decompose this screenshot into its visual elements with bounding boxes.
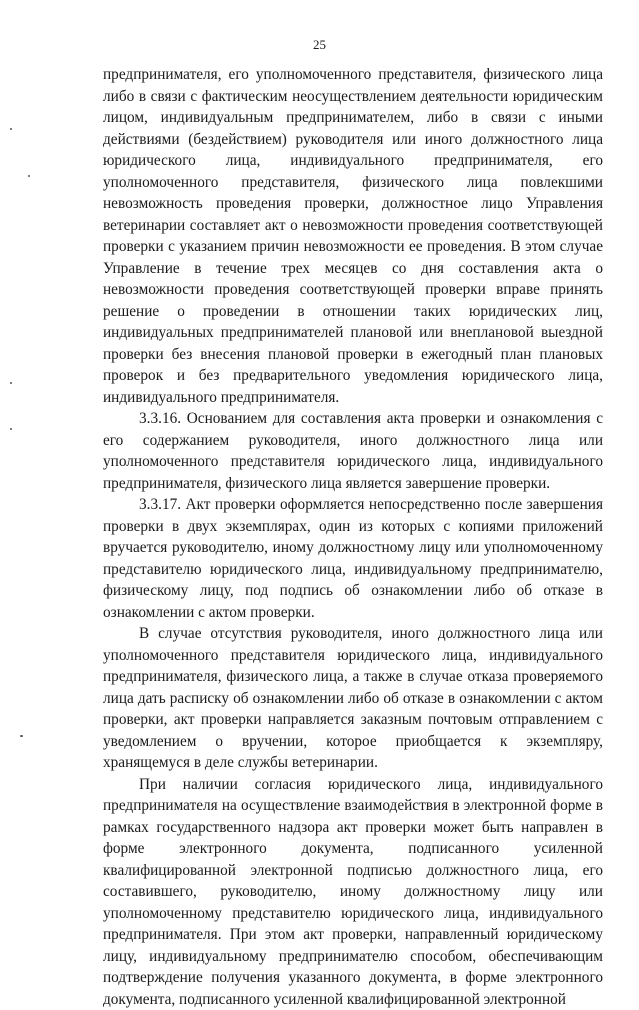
scan-speck xyxy=(10,428,12,430)
paragraph-continued: предпринимателя, его уполномоченного представителя, физического лица либо в связи с фактическим неосуществлением деятельности юридическим лицом, индивидуальным предпринимателем, либо в связи с иными действиями (бездействием) руководителя или иного должностного лица юридического лица, индивидуального предпринимателя, его уполномоченного представителя, физического лица повлекшими невозможность проведения проверки, должностное лицо Управления ветеринарии составляет акт о невозможности проведения соответствующей проверки с указанием причин невозможности ее проведения. В этом случае Управление в течение трех месяцев со дня составления акта о невозможности проведения соответствующей проверки вправе принять решение о проведении в отношении таких юридических лиц, индивидуальных предпринимателей плановой или внеплановой выездной проверки без внесения плановой проверки в ежегодный план плановых проверок и без предварительного уведомления юридического лица, индивидуального предпринимателя. xyxy=(103,64,603,408)
page-number: 25 xyxy=(0,37,639,53)
scan-speck xyxy=(10,382,12,384)
scan-speck xyxy=(28,175,30,177)
document-body xyxy=(103,64,603,1010)
paragraph-3-3-17: 3.3.17. Акт проверки оформляется непосредственно после завершения проверки в двух экземплярах, один из которых с копиями приложений вручается руководителю, иному должностному лицу или уполномоченному представителю юридического лица, индивидуальному предпринимателю, физическому лицу, под подпись об ознакомлении либо об отказе в ознакомлении с актом проверки. xyxy=(103,494,603,623)
paragraph-3-3-16: 3.3.16. Основанием для составления акта проверки и ознакомления с его содержанием руководителя, иного должностного лица или уполномоченного представителя юридического лица, индивидуального предпринимателя, физического лица является завершение проверки. xyxy=(103,408,603,494)
paragraph-absence-case: В случае отсутствия руководителя, иного должностного лица или уполномоченного представителя юридического лица, индивидуального предпринимателя, физического лица, а также в случае отказа проверяемого лица дать расписку об ознакомлении либо об отказе в ознакомлении с актом проверки, акт проверки направляется заказным почтовым отправлением с уведомлением о вручении, которое приобщается к экземпляру, хранящемуся в деле службы ветеринарии. xyxy=(103,623,603,774)
paragraph-electronic-form: При наличии согласия юридического лица, индивидуального предпринимателя на осуществление взаимодействия в электронной форме в рамках государственного надзора акт проверки может быть направлен в форме электронного документа, подписанного усиленной квалифицированной электронной подписью должностного лица, его составившего, руководителю, иному должностному лицу или уполномоченному представителю юридического лица, индивидуального предпринимателя. При этом акт проверки, направленный юридическому лицу, индивидуальному предпринимателю способом, обеспечивающим подтверждение получения указанного документа, в форме электронного документа, подписанного усиленной квалифицированной электронной xyxy=(103,774,603,1010)
scan-speck xyxy=(10,128,12,130)
scan-speck xyxy=(20,735,23,737)
